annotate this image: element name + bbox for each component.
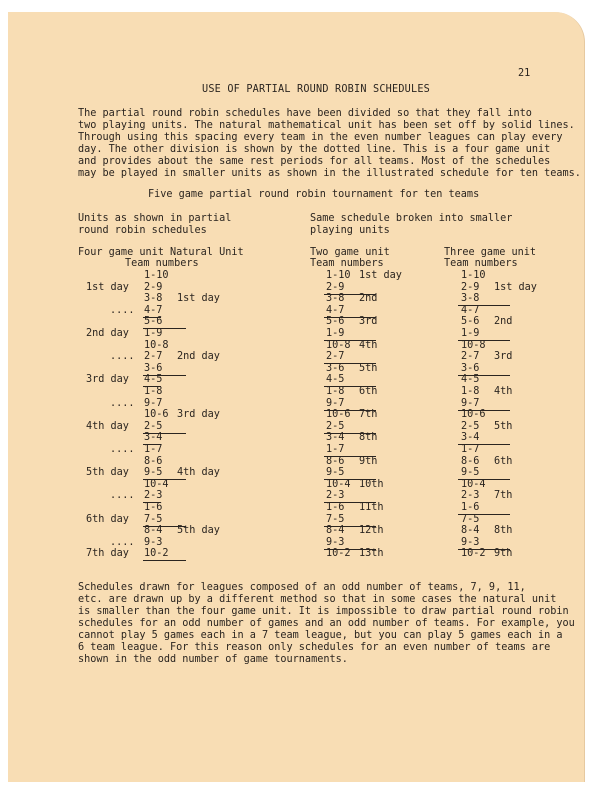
game-pairing: 3-4 [461, 432, 480, 444]
game-pairing: 1-9 [461, 328, 480, 339]
game-pairing: 2-5 [326, 420, 345, 432]
unit-divider-line [458, 549, 510, 550]
unit-divider-line [458, 375, 510, 376]
game-pairing: 8-4 [144, 525, 163, 537]
dotted-marker: .... [110, 351, 135, 363]
game-pairing: 1-8 [326, 386, 345, 397]
intro-line: day. The other division is shown by the dotted line. This is a four game unit [78, 144, 551, 155]
game-pairing: 7-5 [461, 513, 480, 525]
game-pairing: 3-6 [326, 362, 345, 374]
game-pairing: 8-6 [461, 455, 480, 467]
game-pairing: 1-8 [144, 386, 163, 397]
game-pairing: 3-8 [326, 293, 345, 305]
day-label: 7th day [86, 548, 129, 560]
day-label: 4th [359, 339, 378, 351]
unit-divider-line [324, 317, 376, 318]
game-pairing: 4-5 [461, 374, 480, 386]
dotted-marker: .... [110, 536, 135, 548]
day-label: 8th [494, 525, 513, 537]
game-pairing: 10-4 [144, 478, 169, 490]
game-pairing: 9-5 [326, 467, 345, 479]
intro-line: and provides about the same rest periods for all teams. Most of the schedules [78, 156, 551, 167]
day-label: 9th [494, 548, 513, 560]
unit-divider-line [458, 479, 510, 480]
day-label: 1st day [86, 281, 129, 293]
day-label: 1st day [494, 281, 537, 293]
day-label: 13th [359, 548, 384, 560]
left-heading: Units as shown in partial [78, 213, 232, 224]
game-pairing: 2-7 [144, 351, 163, 363]
outro-line: cannot play 5 games each in a 7 team league, but you can play 5 games each in a [78, 630, 563, 641]
unit-divider-line [324, 502, 376, 503]
unit-divider-line [143, 386, 161, 387]
game-pairing: 2-7 [461, 351, 480, 363]
day-label: 12th [359, 525, 384, 537]
day-label: 7th [494, 490, 513, 502]
game-pairing: 1-9 [326, 328, 345, 339]
unit-divider-line [143, 433, 186, 434]
game-pairing: 9-7 [461, 397, 480, 409]
game-pairing: 2-3 [326, 490, 345, 502]
day-label: 10th [359, 478, 384, 490]
game-pairing: 8-4 [326, 525, 345, 537]
dotted-marker: .... [110, 304, 135, 316]
game-pairing: 1-10 [326, 270, 351, 281]
col2-heading: Two game unit [310, 247, 390, 258]
unit-divider-line [143, 328, 186, 329]
unit-divider-line [324, 456, 376, 457]
unit-divider-line [458, 514, 510, 515]
game-pairing: 3-8 [461, 293, 480, 305]
unit-divider-line [324, 479, 376, 480]
game-pairing: 10-2 [144, 548, 169, 560]
day-label: 11th [359, 502, 384, 513]
page-title: USE OF PARTIAL ROUND ROBIN SCHEDULES [202, 84, 431, 95]
game-pairing: 10-6 [144, 409, 169, 421]
game-pairing: 10-2 [326, 548, 351, 560]
natural-unit-label: 2nd day [177, 351, 220, 363]
game-pairing: 2-9 [461, 281, 480, 293]
game-pairing: 10-6 [326, 409, 351, 421]
game-pairing: 1-7 [461, 444, 480, 455]
game-pairing: 1-9 [144, 328, 163, 339]
day-label: 3rd [359, 316, 378, 328]
col1-heading: Four game unit Natural Unit [78, 247, 244, 258]
natural-unit-label: 4th day [177, 467, 220, 479]
game-pairing: 9-7 [144, 397, 163, 409]
dotted-marker: .... [110, 444, 135, 455]
outro-line: etc. are drawn up by a different method so that in some cases the natural unit [78, 594, 557, 605]
game-pairing: 3-6 [461, 362, 480, 374]
game-pairing: 7-5 [326, 513, 345, 525]
col2-subheading: Team numbers [310, 258, 384, 269]
day-label: 5th [494, 420, 513, 432]
game-pairing: 8-6 [326, 455, 345, 467]
game-pairing: 5-6 [144, 316, 163, 328]
unit-divider-line [324, 549, 376, 550]
game-pairing: 2-5 [144, 420, 163, 432]
game-pairing: 1-6 [461, 502, 480, 513]
table-subtitle: Five game partial round robin tournament for ten teams [148, 189, 480, 200]
game-pairing: 2-9 [326, 281, 345, 293]
game-pairing: 1-6 [144, 502, 163, 513]
game-pairing: 2-7 [326, 351, 345, 363]
day-label: 4th day [86, 420, 129, 432]
day-label: 8th [359, 432, 378, 444]
unit-divider-line [143, 479, 186, 480]
game-pairing: 10-2 [461, 548, 486, 560]
game-pairing: 2-3 [461, 490, 480, 502]
unit-divider-line [324, 410, 376, 411]
unit-divider-line [458, 444, 510, 445]
game-pairing: 8-4 [461, 525, 480, 537]
day-label: 3rd [494, 351, 513, 363]
game-pairing: 2-3 [144, 490, 163, 502]
game-pairing: 1-10 [461, 270, 486, 281]
game-pairing: 4-5 [326, 374, 345, 386]
outro-line: Schedules drawn for leagues composed of an odd number of teams, 7, 9, 11, [78, 582, 526, 593]
game-pairing: 2-5 [461, 420, 480, 432]
game-pairing: 4-5 [144, 374, 163, 386]
game-pairing: 3-8 [144, 293, 163, 305]
day-label: 2nd day [86, 328, 129, 339]
right-heading: playing units [310, 225, 390, 236]
game-pairing: 4-7 [326, 304, 345, 316]
game-pairing: 3-4 [326, 432, 345, 444]
natural-unit-label: 1st day [177, 293, 220, 305]
unit-divider-line [143, 502, 161, 503]
intro-line: The partial round robin schedules have been divided so that they fall into [78, 108, 532, 119]
game-pairing: 9-5 [461, 467, 480, 479]
game-pairing: 4-7 [461, 304, 480, 316]
unit-divider-line [458, 305, 510, 306]
game-pairing: 1-7 [326, 444, 345, 455]
game-pairing: 4-7 [144, 304, 163, 316]
game-pairing: 5-6 [326, 316, 345, 328]
game-pairing: 3-6 [144, 362, 163, 374]
outro-line: is smaller than the four game unit. It is impossible to draw partial round robin [78, 606, 569, 617]
unit-divider-line [458, 410, 510, 411]
game-pairing: 9-3 [326, 536, 345, 548]
col3-heading: Three game unit [444, 247, 537, 258]
outro-line: schedules for an odd number of games and an odd number of teams. For example, you [78, 618, 575, 629]
outro-line: shown in the odd number of game tournaments. [78, 654, 348, 665]
unit-divider-line [458, 340, 510, 341]
day-label: 2nd [359, 293, 378, 305]
day-label: 6th [494, 455, 513, 467]
game-pairing: 9-7 [326, 397, 345, 409]
day-label: 2nd [494, 316, 513, 328]
day-label: 9th [359, 455, 378, 467]
dotted-marker: .... [110, 490, 135, 502]
unit-divider-line [143, 317, 161, 318]
game-pairing: 8-6 [144, 455, 163, 467]
day-label: 7th [359, 409, 378, 421]
game-pairing: 10-8 [461, 339, 486, 351]
col1-subheading: Team numbers [125, 258, 199, 269]
outro-line: 6 team league. For this reason only schedules for an even number of teams are [78, 642, 551, 653]
day-label: 5th [359, 362, 378, 374]
game-pairing: 3-4 [144, 432, 163, 444]
game-pairing: 10-4 [461, 478, 486, 490]
game-pairing: 9-3 [461, 536, 480, 548]
unit-divider-line [143, 375, 186, 376]
day-label: 4th [494, 386, 513, 397]
game-pairing: 1-10 [144, 270, 169, 281]
unit-divider-line [324, 433, 376, 434]
game-pairing: 2-9 [144, 281, 163, 293]
page-number: 21 [518, 68, 531, 79]
dotted-marker: .... [110, 397, 135, 409]
day-label: 6th [359, 386, 378, 397]
game-pairing: 10-8 [144, 339, 169, 351]
unit-divider-line [324, 363, 376, 364]
unit-divider-line [324, 294, 376, 295]
unit-divider-line [143, 444, 161, 445]
right-heading: Same schedule broken into smaller [310, 213, 513, 224]
game-pairing: 9-5 [144, 467, 163, 479]
intro-line: may be played in smaller units as shown in the illustrated schedule for ten teams. [78, 168, 581, 179]
game-pairing: 10-8 [326, 339, 351, 351]
game-pairing: 10-4 [326, 478, 351, 490]
day-label: 6th day [86, 513, 129, 525]
day-label: 3rd day [86, 374, 129, 386]
game-pairing: 9-3 [144, 536, 163, 548]
day-label: 1st day [359, 270, 402, 281]
day-label: 5th day [86, 467, 129, 479]
game-pairing: 1-7 [144, 444, 163, 455]
game-pairing: 1-6 [326, 502, 345, 513]
left-heading: round robin schedules [78, 225, 207, 236]
unit-divider-line [324, 340, 376, 341]
col3-subheading: Team numbers [444, 258, 518, 269]
unit-divider-line [143, 560, 186, 561]
natural-unit-label: 3rd day [177, 409, 220, 421]
game-pairing: 1-8 [461, 386, 480, 397]
unit-divider-line [324, 386, 376, 387]
game-pairing: 7-5 [144, 513, 163, 525]
game-pairing: 5-6 [461, 316, 480, 328]
unit-divider-line [324, 526, 376, 527]
natural-unit-label: 5th day [177, 525, 220, 537]
unit-divider-line [143, 526, 186, 527]
intro-line: Through using this spacing every team in the even number leagues can play every [78, 132, 563, 143]
game-pairing: 10-6 [461, 409, 486, 421]
intro-line: two playing units. The natural mathematical unit has been set off by solid lines. [78, 120, 575, 131]
